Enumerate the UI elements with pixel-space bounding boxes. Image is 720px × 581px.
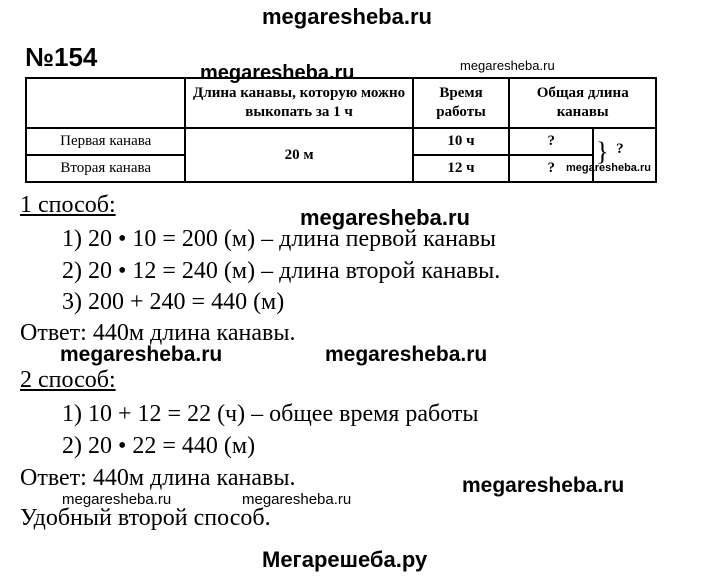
method2-step-1: 1) 10 + 12 = 22 (ч) – общее время работы (62, 401, 479, 427)
total-second: ? (509, 155, 593, 182)
watermark-small-center: megaresheba.ru (242, 491, 352, 508)
watermark-right: megaresheba.ru (462, 474, 625, 497)
watermark-top: megaresheba.ru (262, 4, 432, 29)
method2-step-2: 2) 20 • 22 = 440 (м) (62, 433, 256, 459)
table-row (26, 128, 656, 155)
watermark-mid: megaresheba.ru (300, 205, 470, 230)
table-header-row (26, 78, 656, 128)
method2-answer: Ответ: 440м длина канавы. (20, 465, 296, 491)
watermark-left: megaresheba.ru (60, 343, 223, 366)
watermark-table-b: megaresheba.ru (460, 58, 555, 73)
sum-question: ? (616, 141, 624, 157)
problem-number: №154 (25, 42, 98, 72)
watermark-table-c: megaresheba.ru (566, 162, 651, 174)
watermark-small-left: megaresheba.ru (62, 491, 172, 508)
method1-answer: Ответ: 440м длина канавы. (20, 320, 296, 346)
method1-step-1: 1) 20 • 10 = 200 (м) – длина первой канавы (62, 226, 497, 252)
method1-title: 1 способ: (20, 192, 116, 218)
time-first: 10 ч (413, 128, 510, 155)
brace-icon: } (596, 137, 609, 166)
method2-title: 2 способ: (20, 367, 116, 393)
table-header-rate: Длина канавы, которую можно выкопать за 1 ч (185, 78, 412, 128)
rate-cell: 20 м (185, 128, 412, 182)
time-second: 12 ч (413, 155, 510, 182)
table-header-empty (26, 78, 185, 128)
row-label-first: Первая канава (26, 128, 185, 155)
watermark-table-a: megaresheba.ru (200, 62, 355, 84)
total-first: ? (509, 128, 593, 155)
conclusion: Удобный второй способ. (20, 505, 271, 531)
problem-table (25, 77, 657, 183)
row-label-second: Вторая канава (26, 155, 185, 182)
watermark-center: megaresheba.ru (325, 343, 488, 366)
table-header-time: Время работы (413, 78, 510, 128)
footer-watermark: Мегарешеба.ру (262, 547, 428, 572)
table-header-total: Общая длина канавы (509, 78, 656, 128)
method1-step-2: 2) 20 • 12 = 240 (м) – длина второй канавы. (62, 258, 501, 284)
method1-step-3: 3) 200 + 240 = 440 (м) (62, 289, 285, 315)
